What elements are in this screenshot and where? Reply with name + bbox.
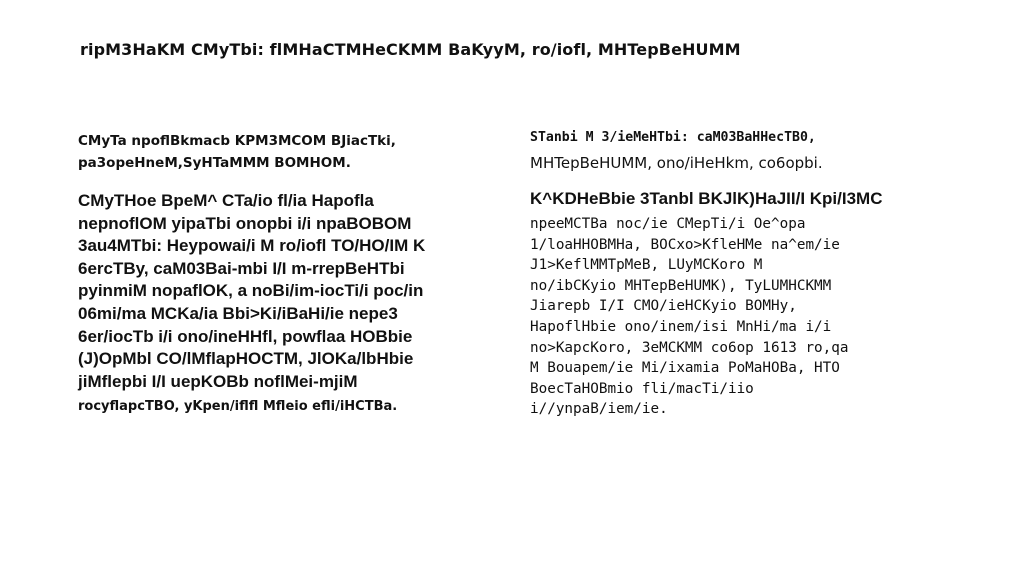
- text-line: pyinmiM nopaflOK, a noBi/im-iocTi/i poc/in: [78, 281, 424, 301]
- text-line: CMyTa npoflBkmacb KPM3MCOM BJiacTki,: [78, 133, 396, 149]
- slide-title: ripM3HaKM CMyTbi: flMHaCTMHeCKMM BaKyyM, ro/iofl, MHTepBeHUMM: [80, 40, 741, 59]
- text-line: i//ynpaB/iem/ie.: [530, 401, 668, 418]
- right-column: [530, 128, 950, 420]
- text-line: STanbi M 3/ieMeHTbi: caM03BaHHecTB0,: [530, 130, 816, 145]
- text-line: nepnoflOM yipaTbi onopbi i/i npaBOBOM: [78, 213, 412, 233]
- text-line: 6er/iocTb i/i ono/ineHHfl, powflaa HOBbie: [78, 326, 413, 346]
- right-intro-line-1: [530, 128, 950, 148]
- text-line: 06mi/ma MCKa/ia Bbi>Ki/iBaHi/ie nepe3: [78, 303, 398, 323]
- text-line: pa3opeHneM,SyHTaMMM BOMHOM.: [78, 155, 351, 171]
- text-line: no>KapcKoro, 3eMCKMM co6op 1613 ro,qa: [530, 339, 849, 356]
- right-heading: [530, 188, 950, 210]
- text-line: npeeMCTBa noc/ie CMepTi/i Oe^opa: [530, 216, 806, 232]
- text-line: (J)OpMbl CO/lMflapHOCTM, JlOKa/lbHbie: [78, 349, 414, 369]
- right-intro-line-2: [530, 152, 950, 174]
- left-body-paragraph: [78, 190, 458, 393]
- text-line: 6ercTBy, caM03Bai-mbi I/I m-rrepBeHTbi: [78, 258, 405, 278]
- left-column: [78, 130, 458, 417]
- text-line: no/ibCKyio MHTepBeHUMK), TyLUMHCKMM: [530, 277, 832, 294]
- text-line: Jiarepb I/I CMO/ieHCKyio BOMHy,: [530, 298, 797, 315]
- text-line: rocyflapcTBO, yKpen/iflfl Mfleio efli/iHCTBa.: [78, 399, 398, 415]
- text-line: jiMflepbi I/I uepKOBb noflMei-mjiM: [78, 371, 358, 391]
- right-body-paragraph: [530, 214, 950, 420]
- text-line: CMyTHoe BpeM^ CTa/io fl/ia Hapofla: [78, 191, 374, 210]
- text-line: 1/loaHHOBMHa, BOCxo>KfleHMe na^em/ie: [530, 236, 840, 253]
- text-line: BoecTaHOBmio fli/macTi/iio: [530, 380, 754, 397]
- text-line: M Bouapem/ie Mi/ixamia PoMaHOBa, HTO: [530, 360, 840, 377]
- text-line: J1>KeflMMTpMeB, LUyMCKoro M: [530, 257, 763, 274]
- text-line: MHTepBeHUMM, ono/iHeHkm, co6opbi.: [530, 154, 823, 172]
- text-line: HapoflHbie ono/inem/isi MnHi/ma i/i: [530, 318, 832, 335]
- left-footer-line: [78, 397, 458, 417]
- text-line: K^KDHeBbie 3Tanbl BKJlK)HaJII/I Kpi/I3MC: [530, 189, 883, 208]
- left-intro-paragraph: [78, 130, 458, 174]
- text-line: 3au4MTbi: Heypowai/i M ro/iofl TO/HO/IM K: [78, 236, 426, 256]
